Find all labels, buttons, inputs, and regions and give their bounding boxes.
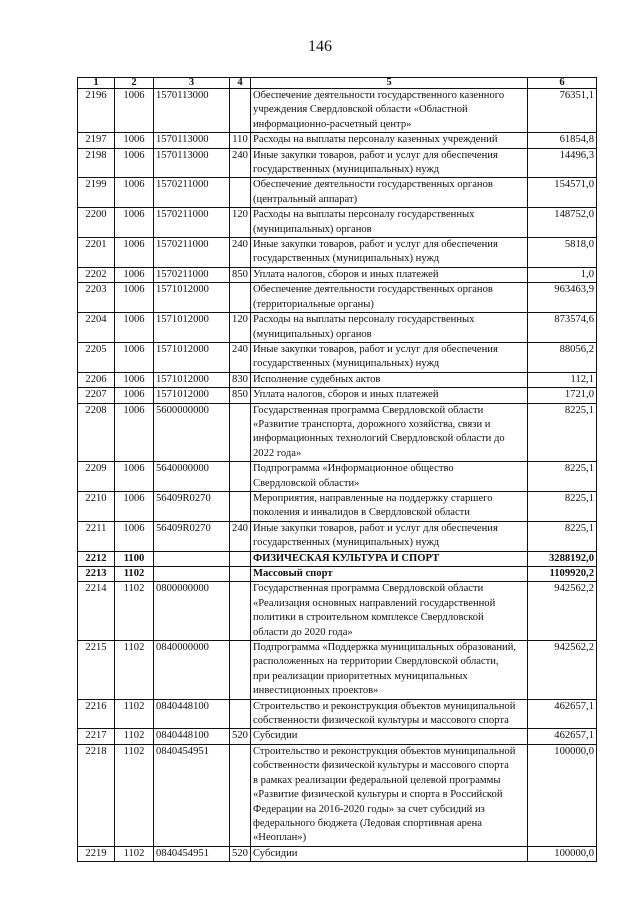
expense-type-code [230,744,251,846]
target-article-code [154,551,230,566]
section-code: 1006 [115,313,154,343]
section-code: 1006 [115,388,154,403]
section-code: 1102 [115,846,154,861]
item-name: Государственная программа Свердловской области «Развитие транспорта, дорожного хозяйства, связи и информационных технологий Свердловской области до 2022 года» [251,403,528,462]
target-article-code: 56409R0270 [154,491,230,521]
table-row [78,491,597,521]
expense-type-code [230,491,251,521]
expense-type-code: 830 [230,372,251,387]
target-article-code: 1571012000 [154,283,230,313]
amount: 88056,2 [528,342,597,372]
table-row [78,582,597,641]
amount: 963463,9 [528,283,597,313]
section-code: 1006 [115,462,154,492]
target-article-code: 0840448100 [154,729,230,744]
table-row [78,729,597,744]
item-name: Обеспечение деятельности государственных органов (территориальные органы) [251,283,528,313]
row-number: 2205 [78,342,115,372]
section-code: 1102 [115,641,154,700]
table-header-row [78,78,597,89]
amount: 1109920,2 [528,567,597,582]
item-name: Иные закупки товаров, работ и услуг для обеспечения государственных (муниципальных) нужд [251,342,528,372]
item-name: Расходы на выплаты персоналу казенных учреждений [251,133,528,148]
target-article-code: 1570113000 [154,89,230,133]
table-row [78,208,597,238]
item-name: Массовый спорт [251,567,528,582]
section-code: 1006 [115,89,154,133]
table-row [78,567,597,582]
target-article-code: 1570211000 [154,178,230,208]
amount: 76351,1 [528,89,597,133]
row-number: 2204 [78,313,115,343]
row-number: 2203 [78,283,115,313]
amount: 942562,2 [528,582,597,641]
table-row [78,641,597,700]
item-name: Строительство и реконструкция объектов муниципальной собственности физической культуры и массового спорта [251,699,528,729]
table-row [78,267,597,282]
amount: 5818,0 [528,238,597,268]
expense-type-code: 110 [230,133,251,148]
budget-table [77,77,597,862]
amount: 8225,1 [528,403,597,462]
expense-type-code [230,403,251,462]
expense-type-code: 240 [230,342,251,372]
row-number: 2219 [78,846,115,861]
item-name: Иные закупки товаров, работ и услуг для обеспечения государственных (муниципальных) нужд [251,238,528,268]
section-code: 1006 [115,521,154,551]
row-number: 2207 [78,388,115,403]
amount: 100000,0 [528,846,597,861]
expense-type-code: 120 [230,313,251,343]
amount: 462657,1 [528,729,597,744]
row-number: 2206 [78,372,115,387]
target-article-code: 1570113000 [154,148,230,178]
amount: 1721,0 [528,388,597,403]
row-number: 2218 [78,744,115,846]
item-name: Расходы на выплаты персоналу государственных (муниципальных) органов [251,313,528,343]
row-number: 2202 [78,267,115,282]
section-code: 1006 [115,267,154,282]
section-code: 1006 [115,403,154,462]
target-article-code: 1571012000 [154,388,230,403]
row-number: 2213 [78,567,115,582]
table-row [78,148,597,178]
amount: 148752,0 [528,208,597,238]
row-number: 2215 [78,641,115,700]
target-article-code: 1570211000 [154,238,230,268]
amount: 462657,1 [528,699,597,729]
expense-type-code [230,551,251,566]
target-article-code [154,567,230,582]
section-code: 1102 [115,567,154,582]
section-code: 1102 [115,744,154,846]
amount: 8225,1 [528,491,597,521]
table-row [78,133,597,148]
row-number: 2198 [78,148,115,178]
section-code: 1006 [115,238,154,268]
section-code: 1006 [115,372,154,387]
expense-type-code [230,641,251,700]
target-article-code: 0840454951 [154,744,230,846]
amount: 1,0 [528,267,597,282]
table-row [78,178,597,208]
header-cell: 3 [154,78,230,89]
target-article-code: 1570211000 [154,267,230,282]
expense-type-code: 240 [230,148,251,178]
target-article-code: 1570113000 [154,133,230,148]
expense-type-code: 240 [230,238,251,268]
row-number: 2208 [78,403,115,462]
amount: 61854,8 [528,133,597,148]
item-name: Иные закупки товаров, работ и услуг для обеспечения государственных (муниципальных) нужд [251,521,528,551]
section-code: 1102 [115,699,154,729]
item-name: Обеспечение деятельности государственного казенного учреждения Свердловской области «Областной информационно-расчетный центр» [251,89,528,133]
table-row [78,744,597,846]
section-code: 1006 [115,133,154,148]
expense-type-code: 120 [230,208,251,238]
item-name: Обеспечение деятельности государственных органов (центральный аппарат) [251,178,528,208]
row-number: 2200 [78,208,115,238]
table-row [78,313,597,343]
table-row [78,388,597,403]
amount: 154571,0 [528,178,597,208]
header-cell: 5 [251,78,528,89]
target-article-code: 0840454951 [154,846,230,861]
header-cell: 1 [78,78,115,89]
row-number: 2211 [78,521,115,551]
item-name: Строительство и реконструкция объектов муниципальной собственности физической культуры и массового спорта в рамках реализации федеральной целевой программы «Развитие физической культуры и спорта в Российской Федерации на 2016-2020 годы» за счет субсидий из федерального бюджета (Ледовая спортивная арена «Неоплан») [251,744,528,846]
table-row [78,283,597,313]
row-number: 2201 [78,238,115,268]
target-article-code: 0840000000 [154,641,230,700]
target-article-code: 0840448100 [154,699,230,729]
row-number: 2216 [78,699,115,729]
item-name: Уплата налогов, сборов и иных платежей [251,267,528,282]
target-article-code: 1571012000 [154,342,230,372]
row-number: 2197 [78,133,115,148]
target-article-code: 0800000000 [154,582,230,641]
section-code: 1006 [115,148,154,178]
header-cell: 4 [230,78,251,89]
item-name: Мероприятия, направленные на поддержку старшего поколения и инвалидов в Свердловской области [251,491,528,521]
expense-type-code [230,283,251,313]
expense-type-code: 240 [230,521,251,551]
table-row [78,238,597,268]
expense-type-code [230,582,251,641]
expense-type-code: 520 [230,846,251,861]
item-name: Государственная программа Свердловской области «Реализация основных направлений государственной политики в строительном комплексе Свердловской области до 2020 года» [251,582,528,641]
expense-type-code [230,567,251,582]
section-code: 1006 [115,178,154,208]
amount: 8225,1 [528,521,597,551]
expense-type-code: 850 [230,388,251,403]
item-name: Иные закупки товаров, работ и услуг для обеспечения государственных (муниципальных) нужд [251,148,528,178]
item-name: ФИЗИЧЕСКАЯ КУЛЬТУРА И СПОРТ [251,551,528,566]
expense-type-code: 520 [230,729,251,744]
item-name: Подпрограмма «Информационное общество Свердловской области» [251,462,528,492]
table-row [78,342,597,372]
target-article-code: 5640000000 [154,462,230,492]
table-row [78,521,597,551]
table-row [78,89,597,133]
section-code: 1006 [115,342,154,372]
expense-type-code [230,89,251,133]
amount: 100000,0 [528,744,597,846]
row-number: 2199 [78,178,115,208]
item-name: Уплата налогов, сборов и иных платежей [251,388,528,403]
amount: 8225,1 [528,462,597,492]
target-article-code: 1571012000 [154,313,230,343]
target-article-code: 5600000000 [154,403,230,462]
section-code: 1006 [115,283,154,313]
item-name: Расходы на выплаты персоналу государственных (муниципальных) органов [251,208,528,238]
section-code: 1006 [115,208,154,238]
target-article-code: 1571012000 [154,372,230,387]
table-row [78,372,597,387]
table-row [78,699,597,729]
amount: 942562,2 [528,641,597,700]
table-row [78,846,597,861]
amount: 14496,3 [528,148,597,178]
table-row [78,551,597,566]
header-cell: 2 [115,78,154,89]
section-code: 1102 [115,582,154,641]
row-number: 2209 [78,462,115,492]
section-code: 1006 [115,491,154,521]
header-cell: 6 [528,78,597,89]
row-number: 2214 [78,582,115,641]
row-number: 2212 [78,551,115,566]
page-number: 146 [308,38,332,55]
section-code: 1100 [115,551,154,566]
item-name: Субсидии [251,729,528,744]
expense-type-code: 850 [230,267,251,282]
expense-type-code [230,699,251,729]
expense-type-code [230,178,251,208]
table-row [78,462,597,492]
item-name: Субсидии [251,846,528,861]
item-name: Исполнение судебных актов [251,372,528,387]
target-article-code: 56409R0270 [154,521,230,551]
amount: 112,1 [528,372,597,387]
amount: 3288192,0 [528,551,597,566]
item-name: Подпрограмма «Поддержка муниципальных образований, расположенных на территории Свердловской области, при реализации приоритетных муниципальных инвестиционных проектов» [251,641,528,700]
expense-type-code [230,462,251,492]
amount: 873574,6 [528,313,597,343]
table-row [78,403,597,462]
target-article-code: 1570211000 [154,208,230,238]
row-number: 2217 [78,729,115,744]
row-number: 2210 [78,491,115,521]
row-number: 2196 [78,89,115,133]
section-code: 1102 [115,729,154,744]
